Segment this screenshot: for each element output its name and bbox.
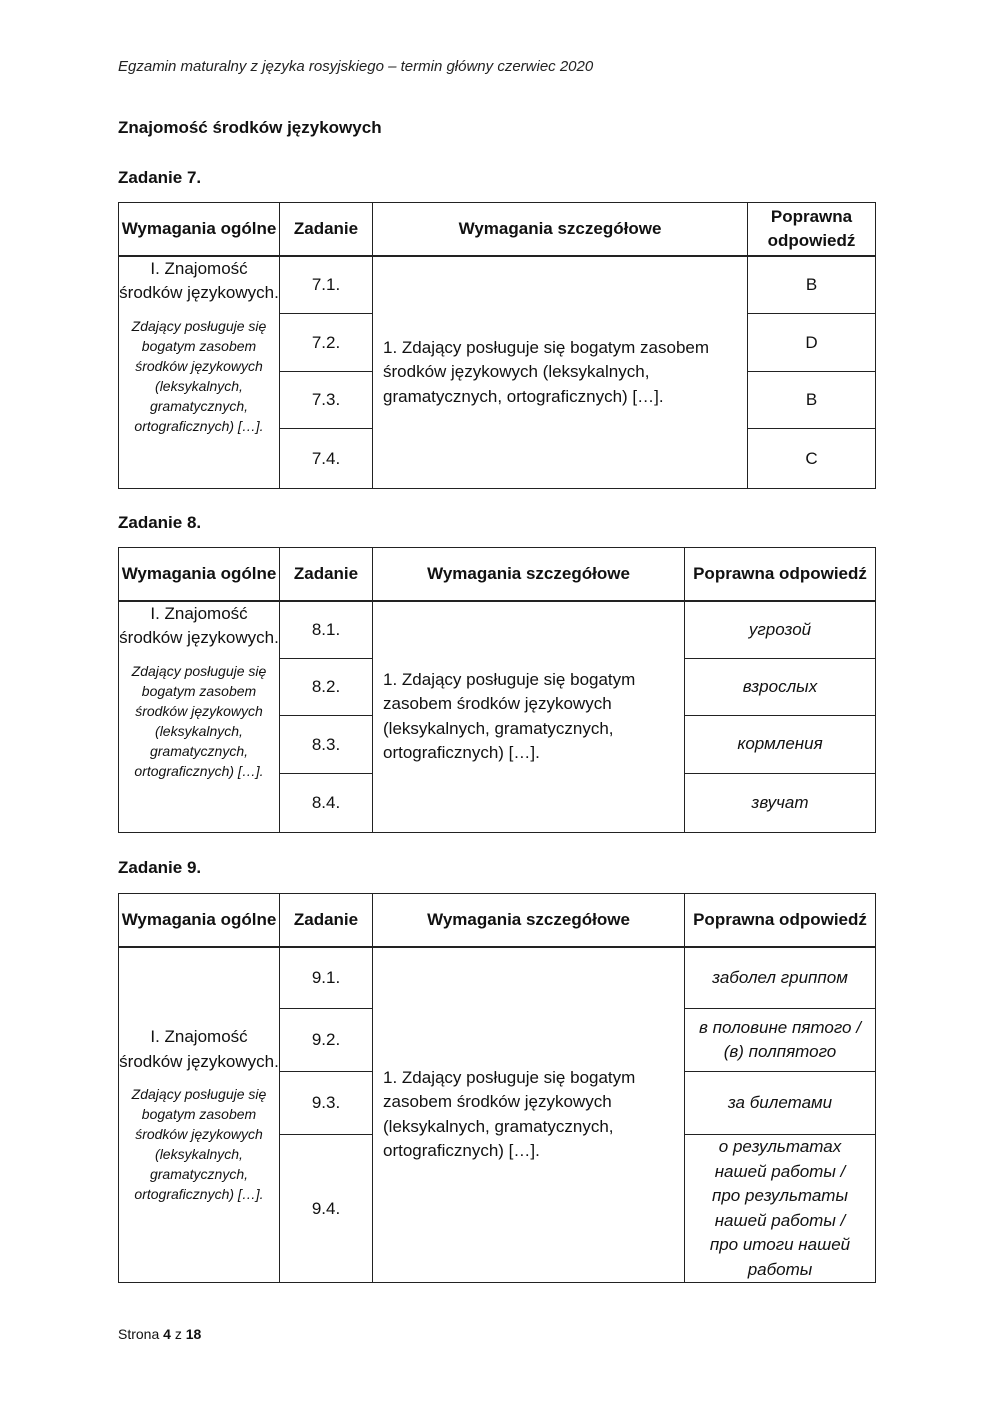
col-answer-header: Poprawna odpowiedź (685, 548, 876, 601)
answer-cell: C (748, 429, 876, 489)
answer-cell: кормления (685, 716, 876, 774)
col-general-header: Wymagania ogólne (119, 548, 280, 601)
task-number: 9.4. (280, 1135, 373, 1283)
task-9-title: Zadanie 9. (118, 858, 202, 877)
general-requirement-cell (119, 947, 280, 1283)
col-answer-header: Poprawna odpowiedź (748, 203, 876, 256)
general-sub-text: Zdający posługuje się bogatym zasobem środków językowych (leksykalnych, gramatycznych, ortograficznych) […]. (131, 317, 267, 434)
detailed-requirement-cell: 1. Zdający posługuje się bogatym zasobem środków językowych (leksykalnych, gramatycznych, ortograficznych) […]. (373, 601, 685, 833)
answer-cell: в половине пятого / (в) полпятого (685, 1009, 876, 1072)
col-detailed-header: Wymagania szczegółowe (373, 548, 685, 601)
general-sub-text: Zdający posługuje się bogatym zasobem środków językowych (leksykalnych, gramatycznych, ortograficznych) […]. (131, 1086, 267, 1203)
task-number: 9.2. (280, 1009, 373, 1072)
answer-cell: о результатах нашей работы / про результаты нашей работы / про итоги нашей работы (685, 1135, 876, 1283)
task-number: 8.1. (280, 601, 373, 659)
answer-cell: B (748, 372, 876, 429)
page-footer (118, 1326, 201, 1342)
footer-page-number: 4 (163, 1326, 171, 1342)
col-detailed-header: Wymagania szczegółowe (373, 894, 685, 947)
task-number: 7.2. (280, 314, 373, 372)
task-7-title: Zadanie 7. (118, 168, 202, 187)
detailed-requirement-cell: 1. Zdający posługuje się bogatym zasobem środków językowych (leksykalnych, gramatycznych, ortograficznych) […]. (373, 256, 748, 489)
task-number: 9.3. (280, 1072, 373, 1135)
general-main-text: I. Znajomość środków językowych. (119, 1027, 279, 1071)
task-7-table (118, 202, 876, 489)
task-8-table (118, 547, 876, 833)
answer-cell: B (748, 256, 876, 314)
col-detailed-header: Wymagania szczegółowe (373, 203, 748, 256)
task-number: 7.3. (280, 372, 373, 429)
task-number: 9.1. (280, 947, 373, 1009)
answer-cell: звучат (685, 774, 876, 833)
general-requirement-cell (119, 256, 280, 489)
task-number: 8.2. (280, 659, 373, 716)
answer-cell: за билетами (685, 1072, 876, 1135)
task-number: 8.3. (280, 716, 373, 774)
col-task-header: Zadanie (280, 548, 373, 601)
task-number: 7.1. (280, 256, 373, 314)
col-task-header: Zadanie (280, 203, 373, 256)
exam-header: Egzamin maturalny z języka rosyjskiego – termin główny czerwiec 2020 (118, 58, 594, 75)
task-number: 7.4. (280, 429, 373, 489)
detailed-requirement-cell: 1. Zdający posługuje się bogatym zasobem środków językowych (leksykalnych, gramatycznych, ortograficznych) […]. (373, 947, 685, 1283)
answer-cell: взрослых (685, 659, 876, 716)
footer-prefix: Strona (118, 1326, 160, 1342)
general-sub-text: Zdający posługuje się bogatym zasobem środków językowych (leksykalnych, gramatycznych, ortograficznych) […]. (131, 662, 267, 779)
answer-cell: угрозой (685, 601, 876, 659)
task-number: 8.4. (280, 774, 373, 833)
task-9-table (118, 893, 876, 1283)
general-requirement-cell (119, 601, 280, 833)
col-general-header: Wymagania ogólne (119, 203, 280, 256)
col-task-header: Zadanie (280, 894, 373, 947)
section-title: Znajomość środków językowych (118, 118, 382, 137)
footer-total-pages: 18 (185, 1326, 202, 1342)
col-answer-header: Poprawna odpowiedź (685, 894, 876, 947)
footer-separator: z (174, 1326, 182, 1342)
general-main-text: I. Znajomość środków językowych. (119, 258, 279, 302)
answer-cell: заболел гриппом (685, 947, 876, 1009)
general-main-text: I. Znajomość środków językowych. (119, 603, 279, 647)
col-general-header: Wymagania ogólne (119, 894, 280, 947)
answer-cell: D (748, 314, 876, 372)
task-8-title: Zadanie 8. (118, 513, 202, 532)
